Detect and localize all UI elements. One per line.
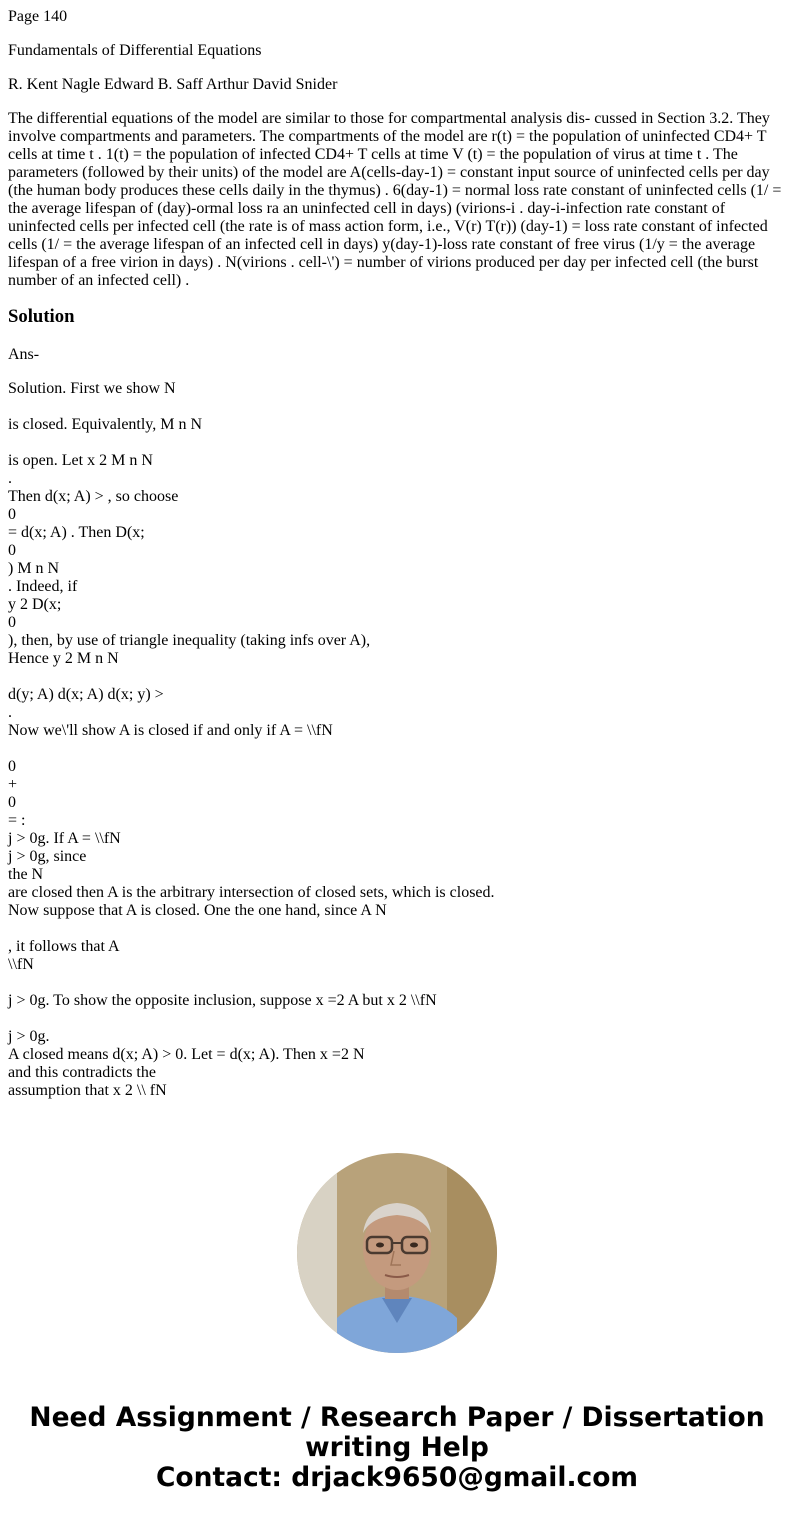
- solution-line: +: [8, 776, 18, 793]
- question-text: The differential equations of the model are similar to those for compartmental analysis dis- cussed in Section 3.2. They involve compartments and parameters. The compartments of the model are r(t) = the population of uninfected CD4+ T cells at time t . 1(t) = the population of infected CD4+ T cells at time V (t) = the population of virus at time t . The parameters (followed by their units) of the model are A(cells-day-1) = constant input source of uninfected cells per day (the human body produces these cells daily in the thymus) . 6(day-1) = normal loss rate constant of uninfected cells (1/ = the average lifespan of (day)-ormal loss ra an uninfected cell in days) (virions-i . day-i-infection rate constant of uninfected cells per infected cell (the rate is of mass action form, i.e., V(r) T(r)) (day-1) = loss rate constant of infected cells (1/ = the average lifespan of an infected cell in days) y(day-1)-loss rate constant of free virus (1/y = the average lifespan of a free virion in days) . N(virions . cell-\') = number of virions produced per day per infected cell (the burst number of an infected cell) .: [8, 110, 782, 289]
- solution-line: [8, 434, 786, 452]
- document-page: [8, 8, 786, 1100]
- solution-line: .: [8, 470, 12, 487]
- authors: R. Kent Nagle Edward B. Saff Arthur David Snider: [8, 76, 338, 93]
- banner-line-2: writing Help: [305, 1432, 489, 1463]
- solution-line: y 2 D(x;: [8, 596, 62, 613]
- avatar-portrait-image: [297, 1153, 497, 1353]
- solution-line: and this contradicts the: [8, 1064, 156, 1081]
- author-avatar: [297, 1153, 497, 1353]
- solution-body: [8, 380, 786, 1100]
- solution-line: 0: [8, 506, 16, 523]
- solution-line: [8, 668, 786, 686]
- solution-line: . Indeed, if: [8, 578, 78, 595]
- solution-line: j > 0g. If A = \\fN: [8, 830, 121, 847]
- solution-line: j > 0g, since: [8, 848, 87, 865]
- solution-line: is open. Let x 2 M n N: [8, 452, 153, 469]
- solution-line: 0: [8, 542, 16, 559]
- answer-label: Ans-: [8, 346, 40, 363]
- solution-line: A closed means d(x; A) > 0. Let = d(x; A). Then x =2 N: [8, 1046, 365, 1063]
- solution-line: 0: [8, 794, 16, 811]
- solution-line: .: [8, 704, 12, 721]
- solution-line: are closed then A is the arbitrary intersection of closed sets, which is closed.: [8, 884, 495, 901]
- solution-line: d(y; A) d(x; A) d(x; y) >: [8, 686, 164, 703]
- banner-line-1: Need Assignment / Research Paper / Dissertation: [29, 1402, 765, 1433]
- page-label: Page 140: [8, 8, 68, 25]
- solution-line: Hence y 2 M n N: [8, 650, 119, 667]
- solution-heading: Solution: [8, 306, 75, 327]
- banner-contact-line: Contact: drjack9650@gmail.com: [155, 1462, 639, 1493]
- solution-line: [8, 740, 786, 758]
- solution-line: Solution. First we show N: [8, 380, 176, 397]
- solution-line: [8, 974, 786, 992]
- solution-line: = d(x; A) . Then D(x;: [8, 524, 145, 541]
- solution-line: j > 0g. To show the opposite inclusion, suppose x =2 A but x 2 \\fN: [8, 992, 437, 1009]
- solution-line: 0: [8, 758, 16, 775]
- solution-line: ) M n N: [8, 560, 60, 577]
- solution-line: [8, 1010, 786, 1028]
- promo-banner: [0, 1403, 794, 1493]
- solution-line: , it follows that A: [8, 938, 120, 955]
- solution-line: assumption that x 2 \\ fN: [8, 1082, 167, 1099]
- solution-line: the N: [8, 866, 44, 883]
- solution-line: [8, 920, 786, 938]
- solution-line: Now suppose that A is closed. One the one hand, since A N: [8, 902, 387, 919]
- book-title: Fundamentals of Differential Equations: [8, 42, 262, 59]
- solution-line: Then d(x; A) > , so choose: [8, 488, 179, 505]
- solution-line: = :: [8, 812, 26, 829]
- solution-line: 0: [8, 614, 16, 631]
- solution-line: Now we\'ll show A is closed if and only if A = \\fN: [8, 722, 333, 739]
- solution-line: j > 0g.: [8, 1028, 50, 1045]
- solution-line: is closed. Equivalently, M n N: [8, 416, 203, 433]
- solution-line: [8, 398, 786, 416]
- solution-line: ), then, by use of triangle inequality (taking infs over A),: [8, 632, 371, 649]
- solution-line: \\fN: [8, 956, 34, 973]
